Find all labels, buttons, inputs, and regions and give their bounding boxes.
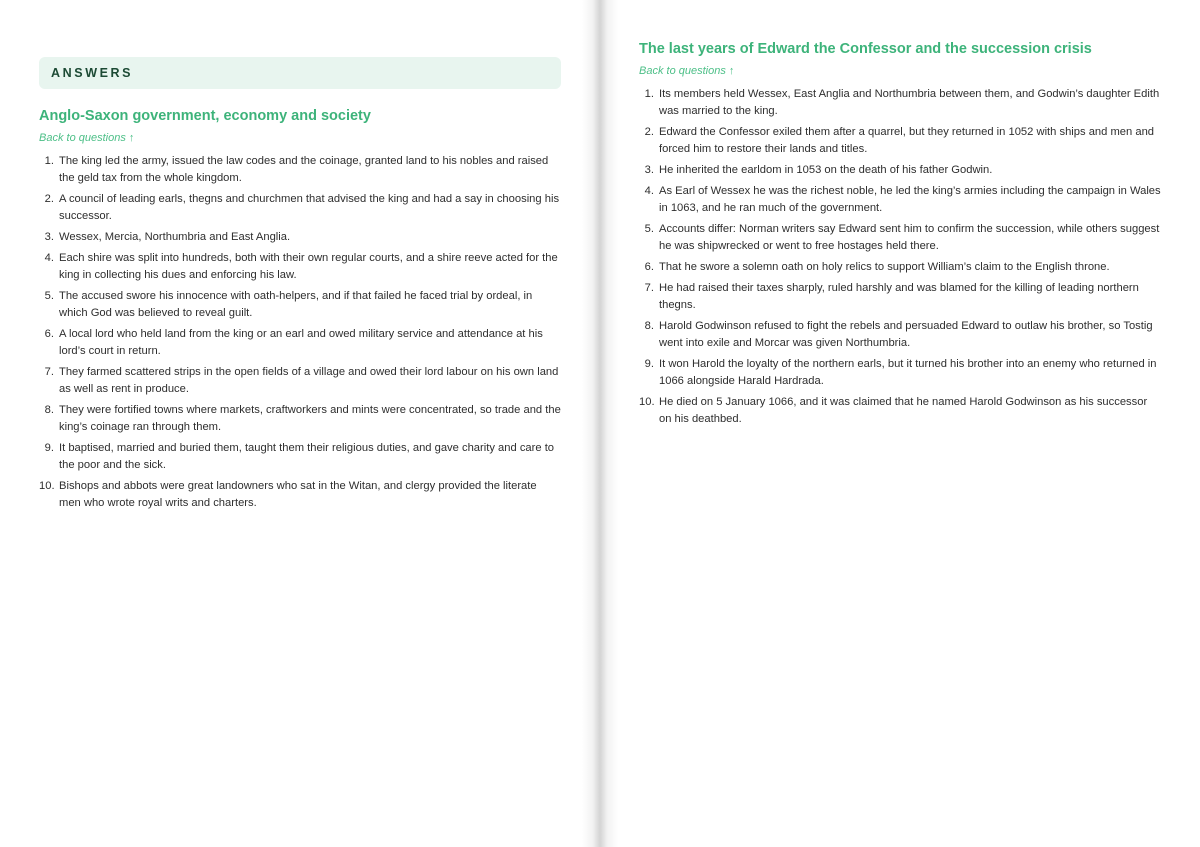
answer-item	[639, 86, 1161, 120]
answer-text: Wessex, Mercia, Northumbria and East Anglia.	[59, 231, 291, 243]
answer-number: 5.	[44, 290, 54, 302]
section-succession-crisis	[639, 40, 1161, 432]
answer-text: Each shire was split into hundreds, both with their own regular courts, and a shire reeve acted for the king in collecting his dues and enforcing his law.	[59, 252, 558, 281]
section-title: The last years of Edward the Confessor and the succession crisis	[639, 41, 1092, 57]
answer-item	[39, 288, 561, 322]
answer-number: 5.	[644, 223, 654, 235]
answer-text: Edward the Confessor exiled them after a quarrel, but they returned in 1052 with ships and men and forced him to restore their lands and titles.	[659, 126, 1155, 155]
answer-item	[639, 162, 1161, 179]
answer-number: 10.	[639, 396, 655, 408]
answer-item	[639, 259, 1161, 276]
answer-item	[39, 250, 561, 284]
answer-number: 8.	[644, 320, 654, 332]
answer-text: A council of leading earls, thegns and churchmen that advised the king and had a say in choosing his successor.	[59, 193, 560, 222]
answer-number: 3.	[44, 231, 54, 243]
answer-text: That he swore a solemn oath on holy relics to support William’s claim to the English throne.	[659, 261, 1110, 273]
answer-text: They farmed scattered strips in the open fields of a village and owed their lord labour on his own land as well as rent in produce.	[59, 366, 559, 395]
answer-text: A local lord who held land from the king or an earl and owed military service and attendance at his lord’s court in return.	[59, 328, 543, 357]
answer-number: 9.	[44, 442, 54, 454]
answer-number: 6.	[644, 261, 654, 273]
answer-number: 3.	[644, 164, 654, 176]
answers-banner	[39, 57, 561, 89]
answer-number: 9.	[644, 358, 654, 370]
answer-number: 4.	[44, 252, 54, 264]
section-title: Anglo-Saxon government, economy and society	[39, 108, 371, 124]
section-government-economy-society	[39, 107, 561, 516]
answer-item	[639, 318, 1161, 352]
answer-number: 7.	[44, 366, 54, 378]
answer-list	[39, 153, 561, 512]
back-to-questions-link[interactable]: Back to questions ↑	[639, 65, 735, 77]
answer-number: 4.	[644, 185, 654, 197]
answer-number: 8.	[44, 404, 54, 416]
answer-item	[39, 153, 561, 187]
answer-text: It baptised, married and buried them, taught them their religious duties, and gave charity and care to the poor and the sick.	[59, 442, 555, 471]
answer-item	[39, 326, 561, 360]
answer-item	[39, 364, 561, 398]
answer-text: As Earl of Wessex he was the richest noble, he led the king’s armies including the campaign in Wales in 1063, and he ran much of the government.	[659, 185, 1161, 214]
answer-item	[39, 191, 561, 225]
answer-item	[39, 402, 561, 436]
answer-item	[39, 440, 561, 474]
answer-number: 7.	[644, 282, 654, 294]
back-to-questions-link[interactable]: Back to questions ↑	[39, 132, 135, 144]
answers-banner-label: ANSWERS	[51, 66, 134, 80]
answer-number: 1.	[44, 155, 54, 167]
left-page	[0, 0, 596, 847]
answer-number: 6.	[44, 328, 54, 340]
answer-item	[639, 356, 1161, 390]
answer-text: Bishops and abbots were great landowners who sat in the Witan, and clergy provided the literate men who wrote royal writs and charters.	[59, 480, 537, 509]
answer-text: He died on 5 January 1066, and it was claimed that he named Harold Godwinson as his successor on his deathbed.	[659, 396, 1148, 425]
answer-item	[639, 183, 1161, 217]
answer-number: 1.	[644, 88, 654, 100]
answer-text: They were fortified towns where markets, craftworkers and mints were concentrated, so trade and the king’s coinage ran through them.	[59, 404, 561, 433]
answer-item	[639, 394, 1161, 428]
answer-item	[639, 221, 1161, 255]
answer-text: The king led the army, issued the law codes and the coinage, granted land to his nobles and raised the geld tax from the whole kingdom.	[59, 155, 549, 184]
answer-text: Its members held Wessex, East Anglia and Northumbria between them, and Godwin’s daughter Edith was married to the king.	[659, 88, 1160, 117]
book-gutter-shadow	[582, 0, 618, 847]
answer-number: 2.	[644, 126, 654, 138]
answer-text: Accounts differ: Norman writers say Edward sent him to confirm the succession, while others suggest he was shipwrecked or went to free hostages held there.	[659, 223, 1160, 252]
answer-text: He had raised their taxes sharply, ruled harshly and was blamed for the killing of leading northern thegns.	[659, 282, 1139, 311]
answer-number: 2.	[44, 193, 54, 205]
answer-item	[39, 478, 561, 512]
answer-item	[639, 280, 1161, 314]
answer-item	[39, 229, 561, 246]
answer-text: Harold Godwinson refused to fight the rebels and persuaded Edward to outlaw his brother, so Tostig went into exile and Morcar was given Northumbria.	[659, 320, 1153, 349]
answer-list	[639, 86, 1161, 428]
answer-text: The accused swore his innocence with oath-helpers, and if that failed he faced trial by ordeal, in which God was believed to reveal guilt.	[59, 290, 533, 319]
answer-text: He inherited the earldom in 1053 on the death of his father Godwin.	[659, 164, 993, 176]
answer-item	[639, 124, 1161, 158]
answer-number: 10.	[39, 480, 55, 492]
answer-text: It won Harold the loyalty of the northern earls, but it turned his brother into an enemy who returned in 1066 alongside Harald Hardrada.	[659, 358, 1157, 387]
